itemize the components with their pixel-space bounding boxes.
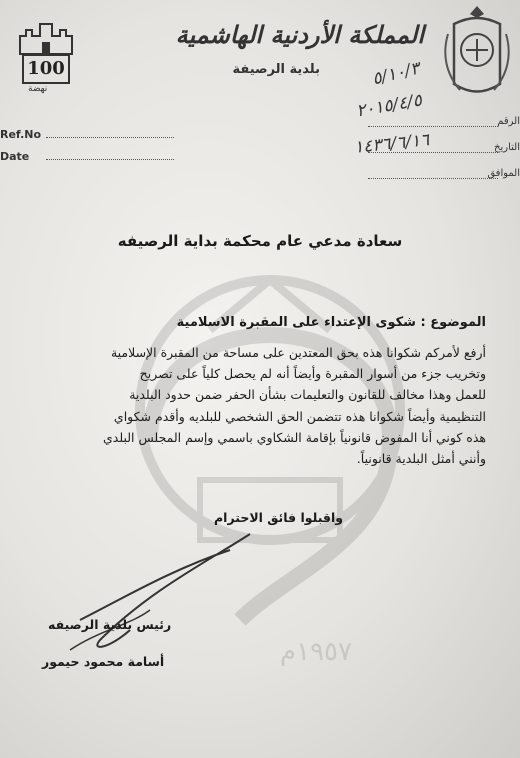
corresponding-line <box>368 178 498 179</box>
body-line: هذه كوني أنا المفوض قانونياً بإقامة الشكاوي باسمي وإسم المجلس البلدي <box>102 429 486 445</box>
kingdom-title: المملكة الأردنية الهاشمية <box>175 20 424 49</box>
corresponding-label: الموافق <box>487 168 520 179</box>
number-label: الرقم <box>497 116 520 127</box>
handwritten-number: ٥/١٠/٣ <box>370 58 422 90</box>
date-label-ar: التاريخ <box>494 142 520 153</box>
number-line <box>368 126 498 127</box>
handwritten-signature <box>60 530 260 660</box>
handwritten-hijri-date: ١٤٣٦/٦/١٦ <box>353 130 431 158</box>
body-line: أرفع لأمركم شكوانا هذه بحق المعتدين على مساحة من المقبرة الإسلامية <box>110 345 486 360</box>
castle-icon <box>14 20 78 56</box>
municipality-name: بلدية الرصيفة <box>232 62 320 77</box>
date-line <box>46 159 174 160</box>
letter-body <box>34 342 486 469</box>
letter-closing: واقبلوا فائق الاحترام <box>214 510 344 525</box>
centennial-number: 100 <box>22 54 70 84</box>
ref-line <box>46 137 174 138</box>
handwritten-date: ٢٠١٥/٤/٥ <box>354 90 424 122</box>
ref-label: Ref.No <box>0 128 42 141</box>
letter-subject: الموضوع : شكوى الإعتداء على المقبرة الاسلامية <box>176 315 486 330</box>
signatory-title: رئيس بلدية الرصيفه <box>48 617 172 632</box>
centennial-caption: نهضة <box>28 84 48 94</box>
watermark-year: ١٩٥٧م <box>280 637 352 667</box>
signatory-name: أسامة محمود حيمور <box>42 654 165 669</box>
centennial-logo <box>14 20 78 106</box>
body-line: للعمل وهذا مخالف للقانون والتعليمات بشأن الحفر ضمن حدود البلدية <box>129 387 486 403</box>
body-line: التنظيمية وأيضاً شكوانا هذه تتضمن الحق الشخصي للبلديه وأقدم شكواي <box>113 408 486 424</box>
letter-addressee: سعادة مدعي عام محكمة بداية الرصيفه <box>117 232 403 250</box>
body-line: وتخريب جزء من أسوار المقبرة وأيضاً أنه لم يحصل كلياً على تصريح <box>139 366 486 382</box>
jordan-crest-icon <box>440 4 514 96</box>
date-label: Date <box>0 150 30 163</box>
body-line: وأنني أمثل البلدية قانونياً. <box>356 451 486 467</box>
